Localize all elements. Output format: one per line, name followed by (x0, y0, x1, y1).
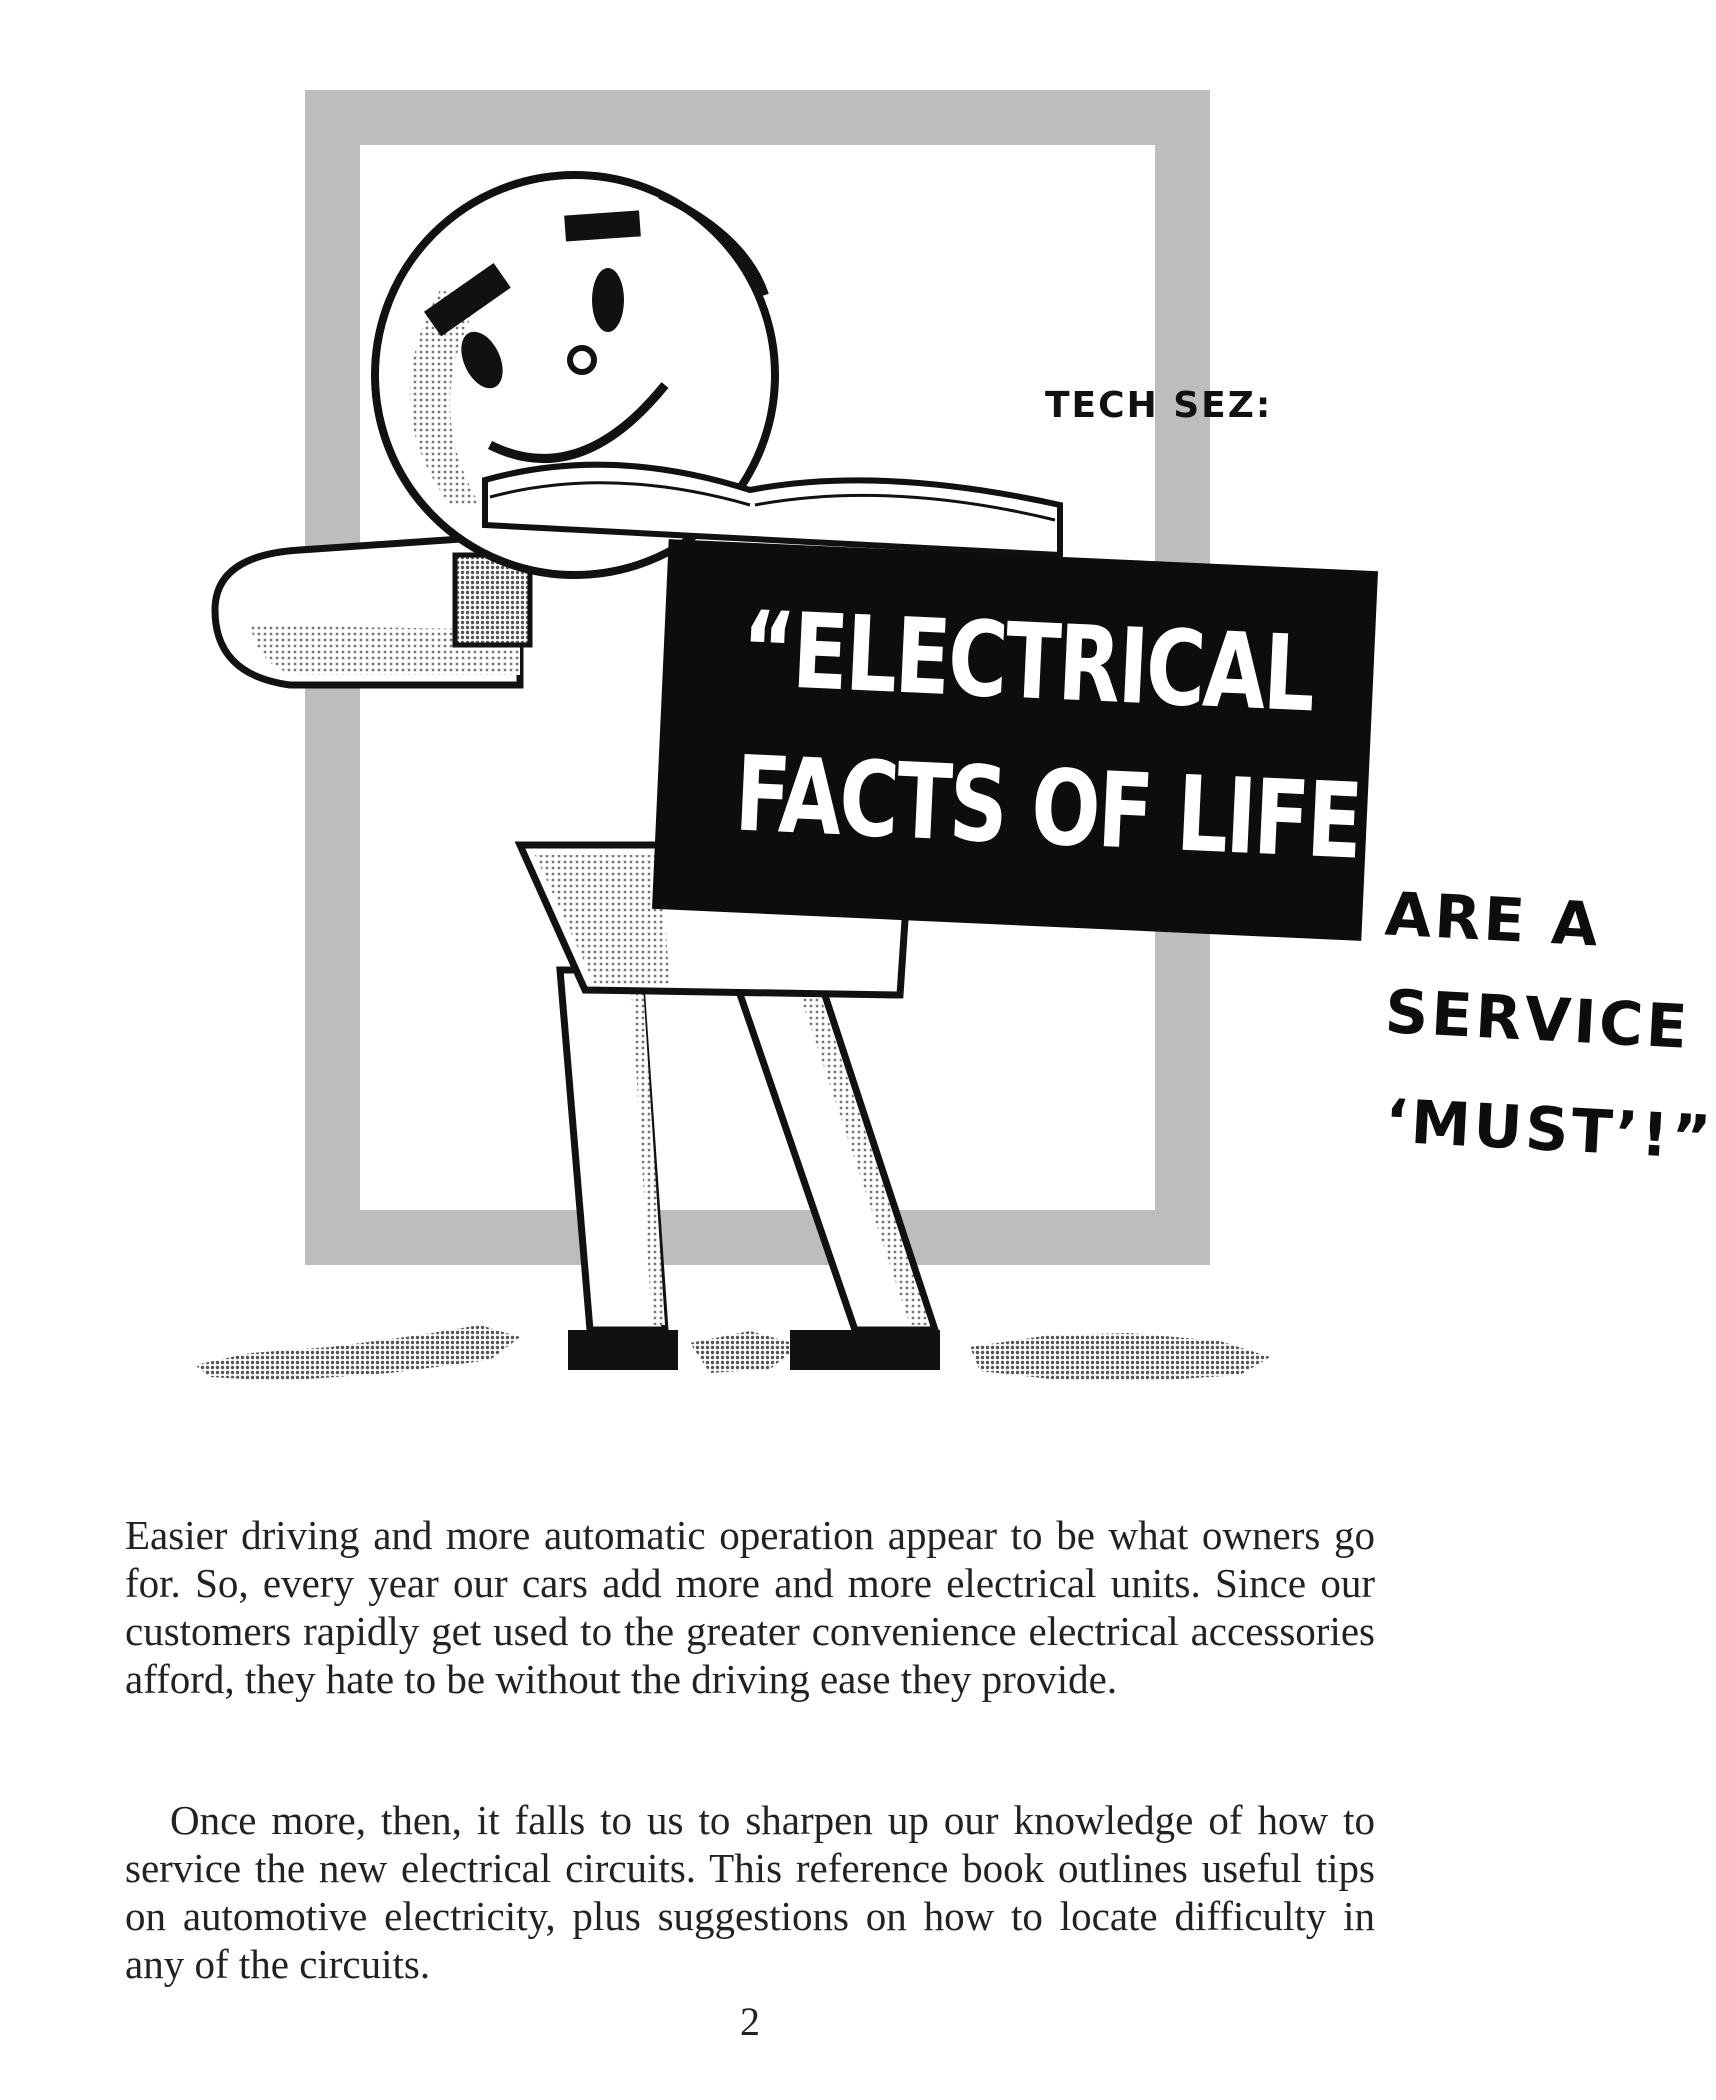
mascot-arm (215, 535, 530, 685)
body-paragraph-1: Easier driving and more automatic operation appear to be what owners go for. So, every year our cars add more and more electrical units. Since our customers rapidly get used to the greater convenience electrical accessories afford, they hate to be without the driving ease they provide. (125, 1512, 1375, 1702)
sign-title-line-1: “ELECTRICAL (739, 587, 1316, 736)
right-eye-icon (592, 268, 624, 332)
nose-icon (570, 348, 594, 372)
tech-mascot-illustration (190, 85, 1716, 1425)
sign-title-line-2: FACTS OF LIFE (732, 732, 1363, 883)
tagline-line-2: SERVICE (1383, 977, 1692, 1063)
tagline-line-1: ARE A (1383, 879, 1603, 961)
book-cover-sign (652, 539, 1378, 941)
tagline-line-3: ‘MUST’!” (1383, 1086, 1716, 1174)
caption-tech-sez: TECH SEZ: (1045, 385, 1273, 426)
ground-shadow (195, 1325, 1270, 1381)
body-paragraph-2: Once more, then, it falls to us to sharpen up our knowledge of how to service the new electrical circuits. This reference book outlines useful tips on automotive electricity, plus suggestions on how to locate difficulty in any of the circuits. (125, 1797, 1375, 1987)
right-eyebrow-icon (564, 210, 641, 241)
page-number: 2 (740, 1999, 760, 2044)
